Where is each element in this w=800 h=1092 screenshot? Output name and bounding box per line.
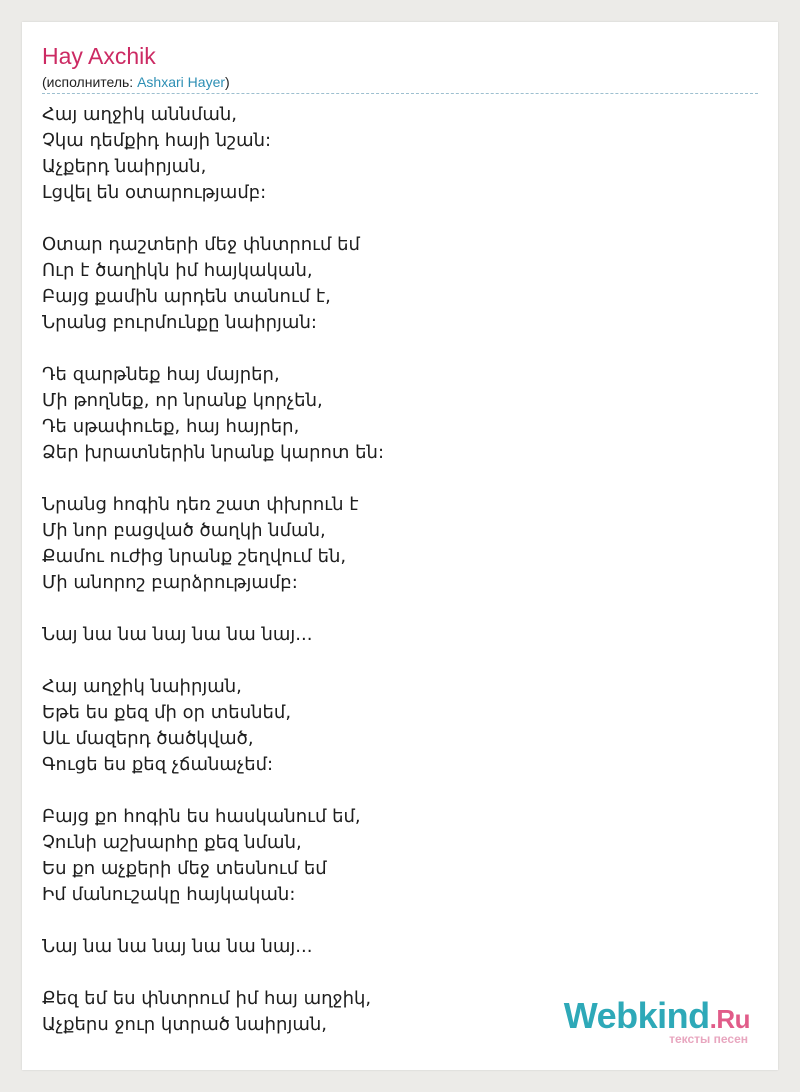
stanza-gap xyxy=(42,336,742,362)
lyric-line: Մի թողնեք, որ նրանք կորչեն, xyxy=(42,390,323,411)
lyric-line: Մի նոր բացված ծաղկի նման, xyxy=(42,520,326,541)
artist-prefix: (исполнитель: xyxy=(42,74,138,90)
webkind-logo xyxy=(550,996,750,1044)
lyric-line: Չունի աշխարհը քեզ նման, xyxy=(42,832,302,853)
logo-tagline: тексты песен xyxy=(669,1032,748,1046)
lyric-line: Դե զարթնեք հայ մայրեր, xyxy=(42,364,280,385)
lyric-line: Նայ նա նա նայ նա նա նայ... xyxy=(42,936,313,957)
lyric-line: Բայց քամին արդեն տանում է, xyxy=(42,286,331,307)
lyric-line: Նայ նա նա նայ նա նա նայ... xyxy=(42,624,313,645)
artist-line xyxy=(42,73,758,94)
lyric-line: Հայ աղջիկ նաիրյան, xyxy=(42,676,242,697)
lyric-line: Մի անորոշ բարձրությամբ: xyxy=(42,572,298,593)
lyric-line: Հայ աղջիկ աննման, xyxy=(42,104,238,125)
lyrics-card xyxy=(22,22,778,1070)
stanza-gap xyxy=(42,648,742,674)
lyric-line: Լցվել են օտարությամբ: xyxy=(42,182,267,203)
lyrics-stanza xyxy=(42,934,742,960)
logo-tld: .Ru xyxy=(709,1004,750,1034)
lyric-line: Գուցե ես քեզ չճանաչեմ: xyxy=(42,754,274,775)
lyric-line: Նրանց հոգին դեռ շատ փխրուն է xyxy=(42,494,359,515)
artist-suffix: ) xyxy=(225,74,230,90)
stanza-gap xyxy=(42,960,742,986)
lyric-line: Քամու ուժից նրանք շեղվում են, xyxy=(42,546,347,567)
lyric-line: Նրանց բուրմունքը նաիրյան: xyxy=(42,312,317,333)
lyric-line: Աչքերդ նաիրյան, xyxy=(42,156,207,177)
lyric-line: Եթե ես քեզ մի օր տեսնեմ, xyxy=(42,702,292,723)
lyrics-stanza xyxy=(42,622,742,648)
song-title: Hay Axchik xyxy=(42,43,156,69)
lyric-line: Դե սթափուեք, հայ հայրեր, xyxy=(42,416,300,437)
stanza-gap xyxy=(42,466,742,492)
stanza-gap xyxy=(42,596,742,622)
logo-brand: Webkind xyxy=(563,995,710,1036)
lyrics-stanza xyxy=(42,674,742,778)
lyrics-body xyxy=(42,102,742,1038)
lyric-line: Քեզ եմ ես փնտրում իմ հայ աղջիկ, xyxy=(42,988,372,1009)
lyrics-stanza xyxy=(42,804,742,908)
lyrics-stanza xyxy=(42,102,742,206)
lyric-line: Սև մազերդ ծածկված, xyxy=(42,728,254,749)
lyric-line: Իմ մանուշակը հայկական: xyxy=(42,884,296,905)
lyric-line: Աչքերս ջուր կտրած նաիրյան, xyxy=(42,1014,328,1035)
stanza-gap xyxy=(42,778,742,804)
lyrics-stanza xyxy=(42,362,742,466)
stanza-gap xyxy=(42,908,742,934)
lyric-line: Ուր է ծաղիկն իմ հայկական, xyxy=(42,260,313,281)
stanza-gap xyxy=(42,206,742,232)
lyrics-stanza xyxy=(42,492,742,596)
lyric-line: Ես քո աչքերի մեջ տեսնում եմ xyxy=(42,858,327,879)
lyric-line: Ձեր խրատներին նրանք կարոտ են: xyxy=(42,442,385,463)
lyric-line: Չկա դեմքիդ հայի նշան: xyxy=(42,130,272,151)
lyric-line: Բայց քո հոգին ես հասկանում եմ, xyxy=(42,806,361,827)
artist-link[interactable]: Ashxari Hayer xyxy=(137,74,226,90)
lyric-line: Օտար դաշտերի մեջ փնտրում եմ xyxy=(42,234,360,255)
lyrics-stanza xyxy=(42,232,742,336)
